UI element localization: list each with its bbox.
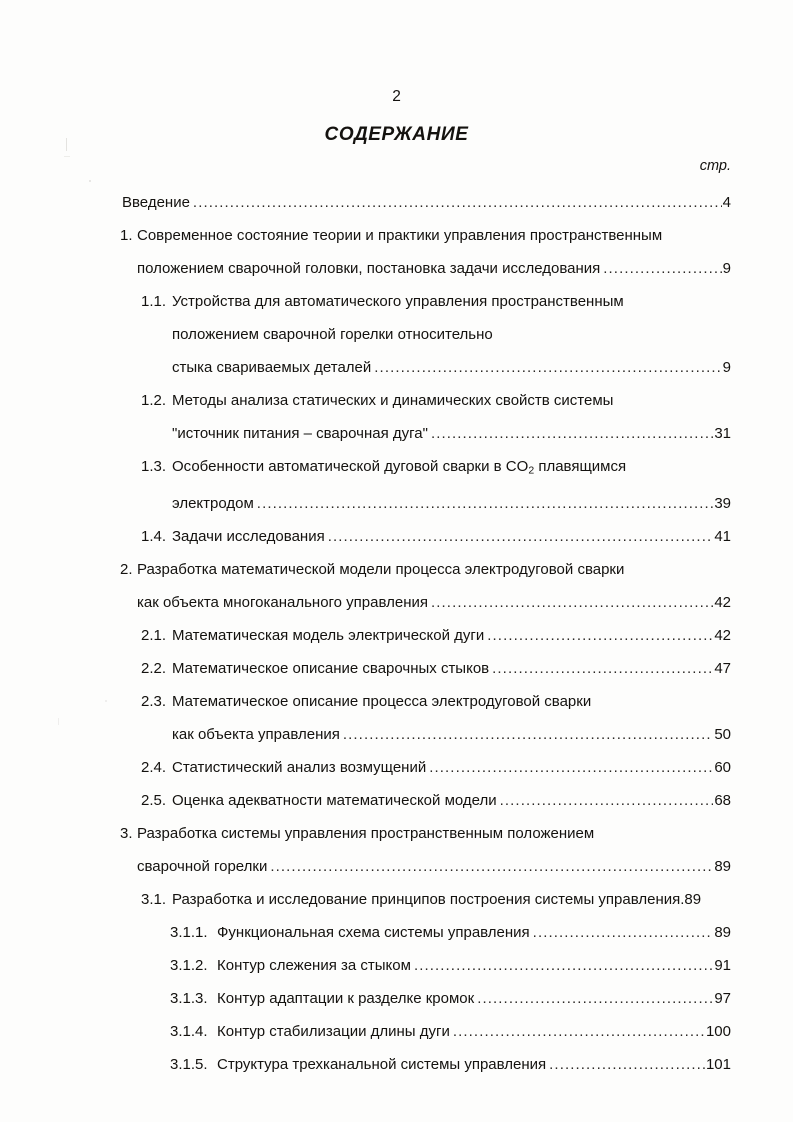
toc-page-number: 9 — [722, 359, 731, 376]
dot-leader — [533, 916, 714, 949]
toc-entry-title: Математическое описание процесса электродуговой сварки — [172, 693, 592, 711]
toc-page-number: 60 — [714, 759, 731, 777]
dot-leader — [328, 520, 714, 553]
toc-entry[interactable] — [0, 219, 793, 285]
toc-entry[interactable] — [0, 982, 793, 1015]
dot-leader — [487, 619, 713, 652]
toc-entry-number: 1. — [120, 227, 133, 244]
page-column-header: стр. — [699, 158, 731, 174]
toc-page-number: 39 — [714, 495, 731, 513]
toc-entry-title: Контур адаптации к разделке кромок — [217, 990, 475, 1008]
toc-page-number: 42 — [714, 594, 731, 612]
toc-page-number: 4 — [722, 194, 731, 211]
toc-entry-number: 3.1. — [141, 891, 167, 909]
toc-page-number: 89 — [714, 924, 731, 942]
toc-entry-number: 1.4. — [141, 528, 167, 546]
toc-entry-number: 3.1.2. — [170, 957, 208, 975]
scan-artifact — [64, 156, 70, 157]
dot-leader — [374, 351, 721, 384]
toc-entry-number: 3.1.1. — [170, 924, 208, 942]
toc-entry-title: Математическая модель электрической дуги — [172, 627, 485, 645]
toc-entry-title: "источник питания – сварочная дуга" — [172, 425, 428, 442]
toc-entry-number: 2.1. — [141, 627, 167, 645]
toc-entry-title: Функциональная схема системы управления — [217, 924, 530, 942]
toc-entry[interactable] — [0, 285, 793, 384]
dot-leader — [603, 252, 721, 285]
toc-entry-title: Особенности автоматической дуговой сварки в $CO_2$ плавящимся — [172, 458, 627, 477]
toc-entry[interactable] — [0, 883, 793, 916]
toc-entry-title: Разработка системы управления пространственным положением — [137, 825, 595, 843]
toc-page-number: 47 — [714, 660, 731, 678]
toc-entry[interactable] — [0, 652, 793, 685]
toc-page-number: 100 — [705, 1023, 731, 1041]
toc-entry-title: Оценка адекватности математической модели — [172, 792, 497, 810]
toc-page-number: 41 — [714, 528, 731, 546]
toc-page-number: 31 — [714, 425, 731, 442]
toc-entry-title: Контур слежения за стыком — [217, 957, 411, 975]
dot-leader — [500, 784, 714, 817]
toc-entry-title: как объекта многоканального управления — [137, 594, 428, 612]
toc-page-number: 91 — [714, 957, 731, 975]
toc-entry[interactable] — [0, 784, 793, 817]
toc-entry[interactable] — [0, 817, 793, 883]
toc-entry-title: Структура трехканальной системы управления — [217, 1056, 547, 1074]
toc-page-number: 9 — [722, 260, 731, 277]
toc-entry[interactable] — [0, 553, 793, 619]
toc-entry[interactable] — [0, 685, 793, 751]
dot-leader — [343, 718, 713, 751]
table-of-contents — [0, 186, 793, 1081]
toc-page-number: 89 — [714, 858, 731, 876]
toc-entry-title: положением сварочной головки, постановка задачи исследования — [137, 260, 601, 277]
toc-entry-title: положением сварочной горелки относительно — [172, 326, 493, 343]
toc-entry-number: 3.1.4. — [170, 1023, 208, 1041]
toc-entry[interactable] — [0, 949, 793, 982]
toc-entry-number: 1.1. — [141, 293, 167, 310]
scan-artifact — [89, 180, 91, 182]
toc-page-number: 89 — [684, 891, 702, 909]
toc-entry-number: 3. — [120, 825, 133, 843]
toc-entry-title: Задачи исследования — [172, 528, 325, 546]
toc-page-number: 42 — [714, 627, 731, 645]
dot-leader: . — [680, 891, 685, 909]
toc-entry[interactable] — [0, 520, 793, 553]
toc-entry-title: как объекта управления — [172, 726, 340, 744]
toc-entry-title: Современное состояние теории и практики управления пространственным — [137, 227, 663, 244]
toc-entry-title: сварочной горелки — [137, 858, 268, 876]
dot-leader — [414, 949, 713, 982]
page-number: 2 — [392, 88, 401, 105]
toc-entry-title: Разработка математической модели процесса электродуговой сварки — [137, 561, 625, 579]
toc-entry-number: 1.2. — [141, 392, 167, 409]
toc-entry-title: Математическое описание сварочных стыков — [172, 660, 490, 678]
toc-entry[interactable] — [0, 384, 793, 450]
toc-entry-number: 2.3. — [141, 693, 167, 711]
toc-entry-number: 3.1.5. — [170, 1056, 208, 1074]
dot-leader — [549, 1048, 705, 1081]
toc-entry-title: Устройства для автоматического управления пространственным — [172, 293, 624, 310]
dot-leader — [257, 487, 714, 520]
toc-entry-title: Контур стабилизации длины дуги — [217, 1023, 450, 1041]
toc-entry[interactable] — [0, 1048, 793, 1081]
toc-entry-number: 2.5. — [141, 792, 167, 810]
dot-leader — [477, 982, 713, 1015]
toc-entry-title: Методы анализа статических и динамических свойств системы — [172, 392, 614, 409]
toc-page-number: 101 — [705, 1056, 731, 1074]
toc-entry-title: Статистический анализ возмущений — [172, 759, 427, 777]
toc-entry-title: электродом — [172, 495, 254, 513]
toc-page-number: 97 — [714, 990, 731, 1008]
toc-entry[interactable] — [0, 1015, 793, 1048]
toc-entry[interactable] — [0, 916, 793, 949]
dot-leader — [429, 751, 713, 784]
toc-entry-number: 2. — [120, 561, 133, 579]
toc-entry-number: 2.2. — [141, 660, 167, 678]
toc-entry-number: 3.1.3. — [170, 990, 208, 1008]
toc-entry-number: 1.3. — [141, 458, 167, 475]
toc-entry-number: 2.4. — [141, 759, 167, 777]
toc-entry-title: Разработка и исследование принципов построения системы управления — [172, 891, 681, 909]
dot-leader — [193, 186, 722, 219]
dot-leader — [431, 586, 713, 619]
toc-page-number: 68 — [714, 792, 731, 810]
toc-page-number: 50 — [714, 726, 731, 744]
toc-entry[interactable] — [0, 450, 793, 520]
dot-leader — [431, 417, 713, 450]
dot-leader — [453, 1015, 705, 1048]
dot-leader — [270, 850, 713, 883]
toc-entry[interactable] — [0, 751, 793, 784]
toc-entry[interactable] — [0, 619, 793, 652]
dot-leader — [492, 652, 713, 685]
toc-entry[interactable] — [0, 186, 793, 219]
toc-entry-title: Введение — [122, 194, 190, 211]
toc-entry-title: стыка свариваемых деталей — [172, 359, 372, 376]
page-title: СОДЕРЖАНИЕ — [324, 124, 469, 145]
